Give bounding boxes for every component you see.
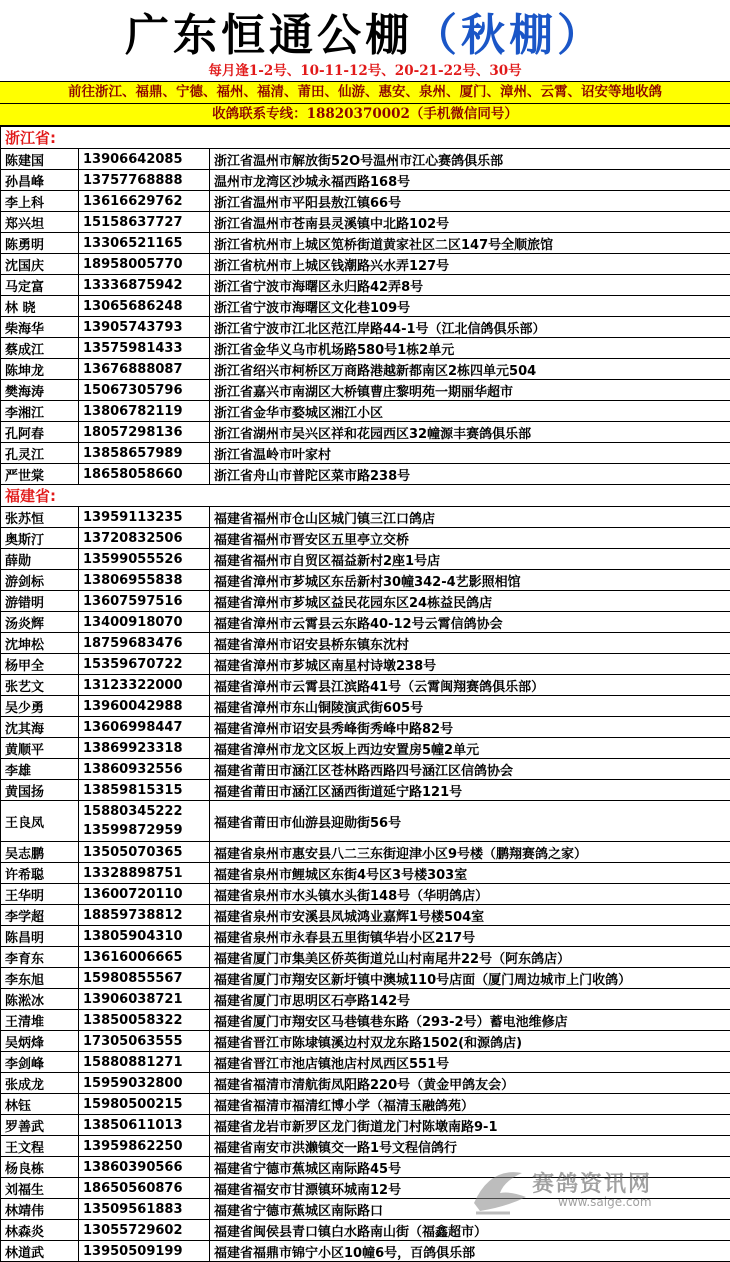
- contact-phone: 13616629762: [79, 191, 210, 212]
- contact-name: 李湘江: [1, 401, 79, 422]
- contact-address: 浙江省温州市解放街52O号温州市江心赛鸽俱乐部: [210, 149, 730, 170]
- contact-phone: 13336875942: [79, 275, 210, 296]
- table-row: [1, 359, 730, 380]
- contact-name: 罗善武: [1, 1115, 79, 1136]
- contact-phone: 13757768888: [79, 170, 210, 191]
- contact-phone: 13123322000: [79, 675, 210, 696]
- page-title: [0, 0, 730, 62]
- table-row: [1, 191, 730, 212]
- contact-phone: 18859738812: [79, 905, 210, 926]
- table-row: [1, 170, 730, 191]
- contact-address: 福建省莆田市仙游县迎勋街56号: [210, 801, 730, 842]
- province-label: 福建省:: [1, 485, 730, 507]
- contact-name: 吴志鹏: [1, 842, 79, 863]
- table-row: [1, 401, 730, 422]
- contact-name: 林 晓: [1, 296, 79, 317]
- contact-name: 汤炎辉: [1, 612, 79, 633]
- contact-address: 福建省福清市清航街凤阳路220号（黄金甲鸽友会）: [210, 1073, 730, 1094]
- contact-phone: 18057298136: [79, 422, 210, 443]
- contact-phone: 13806782119: [79, 401, 210, 422]
- contact-phone: 13328898751: [79, 863, 210, 884]
- table-row: [1, 947, 730, 968]
- contact-address: 福建省泉州市永春县五里街镇华岩小区217号: [210, 926, 730, 947]
- contact-name: 李上科: [1, 191, 79, 212]
- contact-address: 福建省厦门市翔安区新圩镇中澳城110号店面（厦门周边城市上门收鸽）: [210, 968, 730, 989]
- contact-phone: 13575981433: [79, 338, 210, 359]
- contact-name: 严世棠: [1, 464, 79, 485]
- contact-name: 郑兴坦: [1, 212, 79, 233]
- contact-phone: 13850058322: [79, 1010, 210, 1031]
- title-main: 广东恒通公棚: [125, 0, 413, 63]
- table-row: [1, 884, 730, 905]
- contact-name: 王文程: [1, 1136, 79, 1157]
- contact-phone: 13400918070: [79, 612, 210, 633]
- contact-phone: 13950509199: [79, 1241, 210, 1262]
- table-row: [1, 696, 730, 717]
- table-row: [1, 1199, 730, 1220]
- title-paren-close: ）: [557, 0, 605, 63]
- contact-name: 沈其海: [1, 717, 79, 738]
- table-row: [1, 296, 730, 317]
- table-row: [1, 1220, 730, 1241]
- contact-address: 福建省福州市晋安区五里亭立交桥: [210, 528, 730, 549]
- contact-phone: 13600720110: [79, 884, 210, 905]
- contact-phone: 13805904310: [79, 926, 210, 947]
- contact-phone: 13960042988: [79, 696, 210, 717]
- table-row: [1, 717, 730, 738]
- contact-address: 福建省宁德市蕉城区南际路口: [210, 1199, 730, 1220]
- contact-name: 陈勇明: [1, 233, 79, 254]
- contact-address: 福建省闽侯县青口镇白水路南山街（福鑫超市）: [210, 1220, 730, 1241]
- contact-phone: 15959032800: [79, 1073, 210, 1094]
- table-row: [1, 905, 730, 926]
- contact-phone-secondary: 13599872959: [83, 821, 209, 840]
- contact-name: 李剑峰: [1, 1052, 79, 1073]
- contact-phone-primary: 15880345222: [83, 802, 209, 821]
- table-row: [1, 422, 730, 443]
- contact-phone: 13959113235: [79, 507, 210, 528]
- contact-address: 浙江省温岭市叶家村: [210, 443, 730, 464]
- contact-name: 杨甲全: [1, 654, 79, 675]
- contact-address: 温州市龙湾区沙城永福西路168号: [210, 170, 730, 191]
- table-row: [1, 759, 730, 780]
- contact-phone: 13509561883: [79, 1199, 210, 1220]
- contact-name: 游错明: [1, 591, 79, 612]
- contact-phone: 13599055526: [79, 549, 210, 570]
- contact-name: 李育东: [1, 947, 79, 968]
- contact-address: 福建省漳州市诏安县秀峰街秀峰中路82号: [210, 717, 730, 738]
- table-row: [1, 507, 730, 528]
- contact-phone: 13607597516: [79, 591, 210, 612]
- contact-name: 王良凤: [1, 801, 79, 842]
- table-row: [1, 317, 730, 338]
- contact-address: 浙江省宁波市海曙区文化巷109号: [210, 296, 730, 317]
- collection-table: [0, 126, 730, 1262]
- table-row: [1, 1136, 730, 1157]
- contact-address: 浙江省杭州市上城区钱潮路兴水弄127号: [210, 254, 730, 275]
- table-row: [1, 1157, 730, 1178]
- contact-name: 李雄: [1, 759, 79, 780]
- contact-address: 福建省漳州市芗城区益民花园东区24栋益民鸽店: [210, 591, 730, 612]
- table-row: [1, 528, 730, 549]
- contact-name: 陈昌明: [1, 926, 79, 947]
- contact-address: 福建省莆田市涵江区苍林路西路四号涵江区信鸽协会: [210, 759, 730, 780]
- contact-address: 福建省晋江市陈埭镇溪边村双龙东路1502(和源鸽店): [210, 1031, 730, 1052]
- contact-name: 游剑标: [1, 570, 79, 591]
- contact-address: 福建省漳州市芗城区南星村诗墩238号: [210, 654, 730, 675]
- table-row: [1, 968, 730, 989]
- watermark-url: www.saige.com: [558, 1195, 652, 1209]
- contact-phone: 13959862250: [79, 1136, 210, 1157]
- contact-name: 吴少勇: [1, 696, 79, 717]
- contact-address: 浙江省金华义乌市机场路580号1栋2单元: [210, 338, 730, 359]
- hotline-banner: 收鸽联系专线：18820370002（手机微信同号）: [0, 103, 730, 126]
- table-row: [1, 1010, 730, 1031]
- table-row: [1, 1031, 730, 1052]
- table-row: [1, 863, 730, 884]
- contact-name: 孔灵江: [1, 443, 79, 464]
- contact-phone: 13055729602: [79, 1220, 210, 1241]
- contact-phone: 13859815315: [79, 780, 210, 801]
- contact-phone: 15980855567: [79, 968, 210, 989]
- contact-phone: 13616006665: [79, 947, 210, 968]
- contact-address: 浙江省温州市平阳县敖江镇66号: [210, 191, 730, 212]
- contact-address: 福建省漳州市龙文区坂上西边安置房5幢2单元: [210, 738, 730, 759]
- table-row: [1, 1052, 730, 1073]
- contact-name: 黄顺平: [1, 738, 79, 759]
- contact-address: 福建省南安市洪濑镇交一路1号文程信鸽行: [210, 1136, 730, 1157]
- contact-phone: 13860390566: [79, 1157, 210, 1178]
- contact-phone: 13905743793: [79, 317, 210, 338]
- contact-address: 浙江省嘉兴市南湖区大桥镇曹庄黎明苑一期丽华超市: [210, 380, 730, 401]
- contact-phone: 18658058660: [79, 464, 210, 485]
- contact-name: 沈国庆: [1, 254, 79, 275]
- contact-address: 福建省漳州市云霄县江滨路41号（云霄闽翔赛鸽俱乐部）: [210, 675, 730, 696]
- contact-phone: 18958005770: [79, 254, 210, 275]
- contact-name: 王清堆: [1, 1010, 79, 1031]
- contact-phone: 13606998447: [79, 717, 210, 738]
- contact-name: 李东旭: [1, 968, 79, 989]
- watermark-text: 赛鸽资讯网: [532, 1167, 652, 1198]
- table-row: [1, 233, 730, 254]
- contact-phone: 15359670722: [79, 654, 210, 675]
- contact-address: 福建省泉州市惠安县八二三东街迎津小区9号楼（鹏翔赛鸽之家）: [210, 842, 730, 863]
- table-row: [1, 926, 730, 947]
- contact-address: 福建省漳州市东山铜陵演武街605号: [210, 696, 730, 717]
- contact-address: 福建省泉州市鲤城区东街4号区3号楼303室: [210, 863, 730, 884]
- contact-name: 孔阿春: [1, 422, 79, 443]
- province-header-zhejiang: [1, 127, 730, 149]
- title-paren-open: （: [413, 0, 461, 63]
- contact-name: 林靖伟: [1, 1199, 79, 1220]
- table-row: [1, 989, 730, 1010]
- contact-address: 福建省龙岩市新罗区龙门街道龙门村陈墩南路9-1: [210, 1115, 730, 1136]
- contact-name: 孙昌峰: [1, 170, 79, 191]
- contact-address: 福建省泉州市安溪县凤城鸿业嘉辉1号楼504室: [210, 905, 730, 926]
- contact-name: 陈坤龙: [1, 359, 79, 380]
- table-row: [1, 1094, 730, 1115]
- contact-phone: 13906038721: [79, 989, 210, 1010]
- contact-phone: 18759683476: [79, 633, 210, 654]
- routes-banner: 前往浙江、福鼎、宁德、福州、福清、莆田、仙游、惠安、泉州、厦门、漳州、云霄、诏安等地收鸽: [0, 81, 730, 103]
- contact-phone: 13065686248: [79, 296, 210, 317]
- table-row: [1, 1178, 730, 1199]
- contact-phone: 15980500215: [79, 1094, 210, 1115]
- contact-phone: 13676888087: [79, 359, 210, 380]
- contact-address: 福建省宁德市蕉城区南际路45号: [210, 1157, 730, 1178]
- contact-address: 浙江省绍兴市柯桥区万商路港越新都南区2栋四单元504: [210, 359, 730, 380]
- contact-name: 林道武: [1, 1241, 79, 1262]
- contact-phone: 15067305796: [79, 380, 210, 401]
- contact-name: 吴炳烽: [1, 1031, 79, 1052]
- schedule-line: 每月逢1-2号、10-11-12号、20-21-22号、30号: [0, 62, 730, 81]
- contact-name: 杨良栋: [1, 1157, 79, 1178]
- contact-address: 浙江省宁波市海曙区永归路42弄8号: [210, 275, 730, 296]
- contact-address: 福建省福州市自贸区福益新村2座1号店: [210, 549, 730, 570]
- contact-name: 樊海涛: [1, 380, 79, 401]
- contact-name: 刘福生: [1, 1178, 79, 1199]
- contact-phone: 13906642085: [79, 149, 210, 170]
- table-row: [1, 801, 730, 842]
- table-row: [1, 212, 730, 233]
- contact-name: 黄国扬: [1, 780, 79, 801]
- contact-phone: 13306521165: [79, 233, 210, 254]
- contact-address: 福建省福安市甘漂镇环城南12号: [210, 1178, 730, 1199]
- table-row: [1, 380, 730, 401]
- contact-address: 福建省厦门市集美区侨英街道兑山村南尾井22号（阿东鸽店）: [210, 947, 730, 968]
- table-row: [1, 738, 730, 759]
- title-season: 秋棚: [461, 0, 557, 63]
- contact-phone: 17305063555: [79, 1031, 210, 1052]
- table-row: [1, 464, 730, 485]
- contact-phone: 15158637727: [79, 212, 210, 233]
- province-label: 浙江省:: [1, 127, 730, 149]
- contact-address: 福建省晋江市池店镇池店村凤西区551号: [210, 1052, 730, 1073]
- contact-address: 福建省福清市福清红博小学（福清玉融鸽苑）: [210, 1094, 730, 1115]
- contact-address: 浙江省湖州市吴兴区祥和花园西区32幢源丰赛鸽俱乐部: [210, 422, 730, 443]
- contact-name: 马定富: [1, 275, 79, 296]
- contact-address: 福建省莆田市涵江区涵西街道延宁路121号: [210, 780, 730, 801]
- contact-phone: 13860932556: [79, 759, 210, 780]
- contact-name: 林森炎: [1, 1220, 79, 1241]
- table-row: [1, 675, 730, 696]
- contact-address: 浙江省宁波市江北区范江岸路44-1号（江北信鸽俱乐部）: [210, 317, 730, 338]
- table-row: [1, 780, 730, 801]
- table-row: [1, 612, 730, 633]
- table-row: [1, 275, 730, 296]
- contact-name: 张艺文: [1, 675, 79, 696]
- table-row: [1, 549, 730, 570]
- contact-name: 张苏恒: [1, 507, 79, 528]
- contact-name: 薛勋: [1, 549, 79, 570]
- contact-name: 张成龙: [1, 1073, 79, 1094]
- contact-phone: 13720832506: [79, 528, 210, 549]
- contact-phone: [79, 801, 210, 842]
- contact-name: 蔡成江: [1, 338, 79, 359]
- contact-phone: 13505070365: [79, 842, 210, 863]
- contact-phone: 13806955838: [79, 570, 210, 591]
- table-row: [1, 443, 730, 464]
- table-row: [1, 1073, 730, 1094]
- contact-address: 浙江省杭州市上城区笕桥街道黄家社区二区147号全顺旅馆: [210, 233, 730, 254]
- contact-address: 福建省厦门市思明区石亭路142号: [210, 989, 730, 1010]
- contact-name: 李学超: [1, 905, 79, 926]
- table-row: [1, 149, 730, 170]
- table-row: [1, 1115, 730, 1136]
- contact-name: 王华明: [1, 884, 79, 905]
- contact-phone: 13858657989: [79, 443, 210, 464]
- contact-address: 福建省厦门市翔安区马巷镇巷东路（293-2号）蓄电池维修店: [210, 1010, 730, 1031]
- contact-address: 福建省漳州市云霄县云东路40-12号云霄信鸽协会: [210, 612, 730, 633]
- table-row: [1, 570, 730, 591]
- contact-name: 陈建国: [1, 149, 79, 170]
- contact-address: 福建省漳州市诏安县桥东镇东沈村: [210, 633, 730, 654]
- contact-phone: 13869923318: [79, 738, 210, 759]
- contact-name: 柴海华: [1, 317, 79, 338]
- contact-name: 林钰: [1, 1094, 79, 1115]
- table-row: [1, 591, 730, 612]
- table-row: [1, 842, 730, 863]
- contact-address: 浙江省舟山市普陀区菜市路238号: [210, 464, 730, 485]
- contact-address: 福建省福州市仓山区城门镇三江口鸽店: [210, 507, 730, 528]
- contact-address: 福建省漳州市芗城区东岳新村30幢342-4艺影照相馆: [210, 570, 730, 591]
- table-row: [1, 338, 730, 359]
- table-row: [1, 1241, 730, 1262]
- contact-address: 浙江省金华市婺城区湘江小区: [210, 401, 730, 422]
- contact-name: 奥斯汀: [1, 528, 79, 549]
- table-row: [1, 654, 730, 675]
- contact-phone: 18650560876: [79, 1178, 210, 1199]
- contact-name: 许希聪: [1, 863, 79, 884]
- contact-phone: 15880881271: [79, 1052, 210, 1073]
- contact-address: 福建省泉州市水头镇水头街148号（华明鸽店）: [210, 884, 730, 905]
- contact-phone: 13850611013: [79, 1115, 210, 1136]
- contact-name: 沈坤松: [1, 633, 79, 654]
- table-row: [1, 633, 730, 654]
- province-header-fujian: [1, 485, 730, 507]
- contact-address: 浙江省温州市苍南县灵溪镇中北路102号: [210, 212, 730, 233]
- contact-name: 陈淞冰: [1, 989, 79, 1010]
- contact-address: 福建省福鼎市锦宁小区10幢6号，百鸽俱乐部: [210, 1241, 730, 1262]
- table-row: [1, 254, 730, 275]
